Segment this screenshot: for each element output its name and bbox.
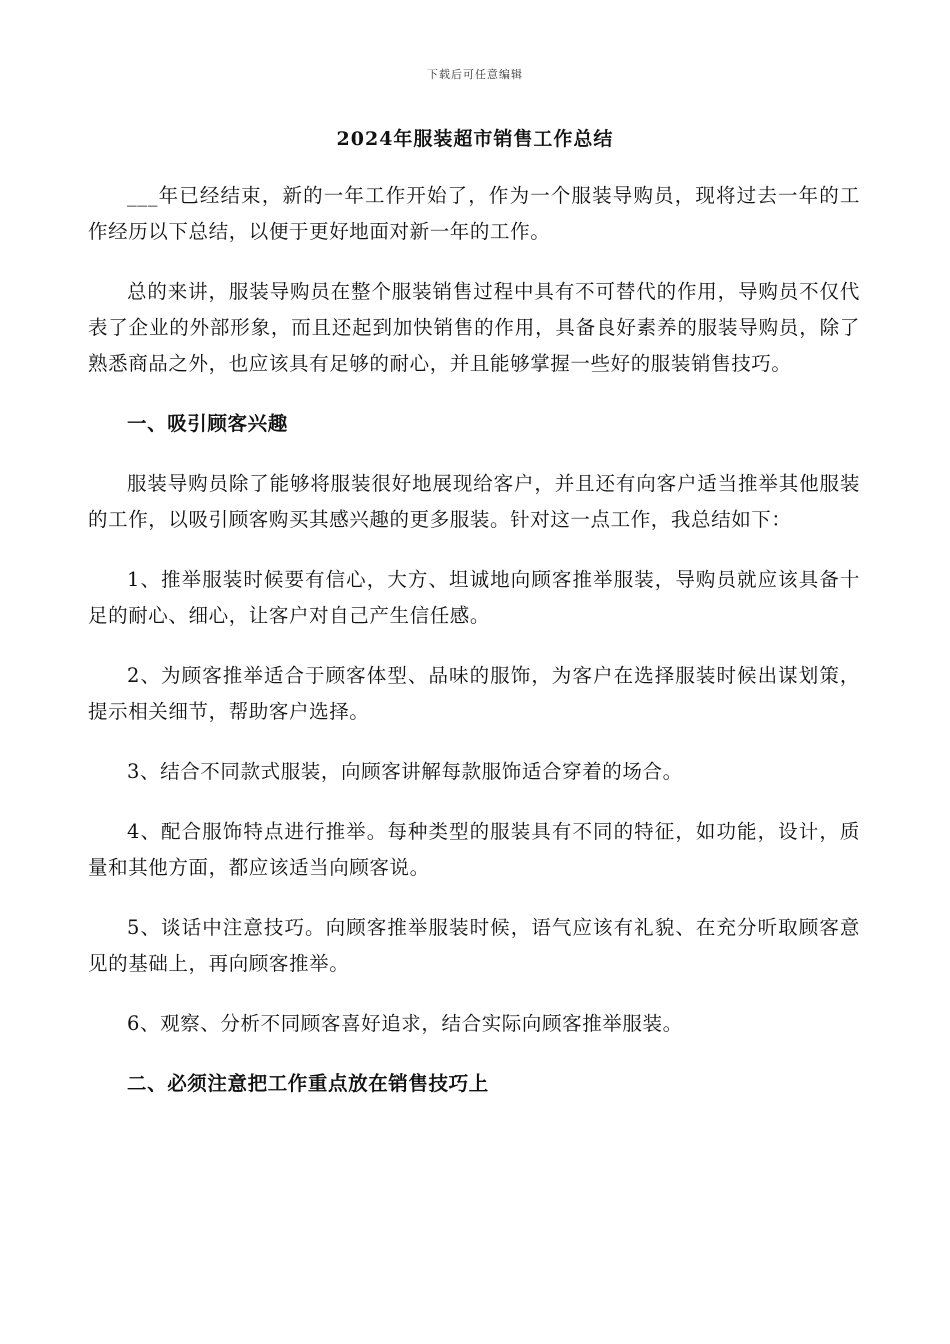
list-item-1: 1、推举服装时候要有信心，大方、坦诚地向顾客推举服装，导购员就应该具备十足的耐心、细心，让客户对自己产生信任感。 (88, 568, 860, 627)
paragraph-intro: ___年已经结束，新的一年工作开始了，作为一个服装导购员，现将过去一年的工作经历以下总结，以便于更好地面对新一年的工作。 (88, 184, 860, 243)
list-item-2: 2、为顾客推举适合于顾客体型、品味的服饰，为客户在选择服装时候出谋划策，提示相关细节，帮助客户选择。 (88, 664, 860, 723)
paragraph-section-1-intro: 服装导购员除了能够将服装很好地展现给客户，并且还有向客户适当推举其他服装的工作，以吸引顾客购买其感兴趣的更多服装。针对这一点工作，我总结如下： (88, 472, 860, 531)
document-title: 2024年服装超市销售工作总结 (336, 128, 614, 150)
header-note: 下载后可任意编辑 (427, 68, 523, 81)
document-body (88, 178, 860, 1126)
list-item-6: 6、观察、分析不同顾客喜好追求，结合实际向顾客推举服装。 (127, 1012, 683, 1035)
paragraph-overview: 总的来讲，服装导购员在整个服装销售过程中具有不可替代的作用，导购员不仅代表了企业的外部形象，而且还起到加快销售的作用，具备良好素养的服装导购员，除了熟悉商品之外，也应该具有足够的耐心，并且能够掌握一些好的服装销售技巧。 (88, 280, 860, 375)
list-item-3: 3、结合不同款式服装，向顾客讲解每款服饰适合穿着的场合。 (127, 760, 683, 783)
section-heading-1: 一、吸引顾客兴趣 (127, 412, 288, 435)
list-item-4: 4、配合服饰特点进行推举。每种类型的服装具有不同的特征，如功能，设计，质量和其他方面，都应该适当向顾客说。 (88, 820, 860, 879)
section-heading-2: 二、必须注意把工作重点放在销售技巧上 (127, 1072, 489, 1095)
list-item-5: 5、谈话中注意技巧。向顾客推举服装时候，语气应该有礼貌、在充分听取顾客意见的基础上，再向顾客推举。 (88, 916, 860, 975)
